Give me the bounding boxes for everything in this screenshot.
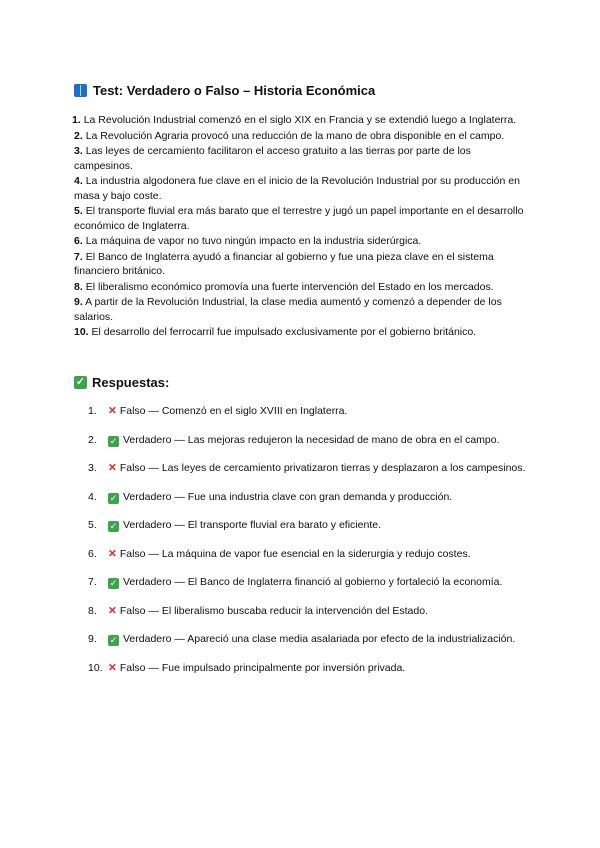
question-list [72, 113, 532, 341]
answer-number: 10. [88, 661, 103, 674]
answer-item [88, 575, 528, 590]
question-number: 5. [74, 205, 83, 217]
question-text: La Revolución Industrial comenzó en el siglo XIX en Francia y se extendió luego a Inglaterra. [83, 114, 517, 126]
question-text: El desarrollo del ferrocarril fue impulsado exclusivamente por el gobierno británico. [91, 326, 477, 338]
question-number: 6. [74, 235, 83, 247]
answer-number: 4. [88, 490, 97, 503]
answer-explanation: — El transporte fluvial era barato y eficiente. [174, 519, 381, 531]
question-text: El transporte fluvial era más barato que el terrestre y jugó un papel importante en el desarrollo económico de Inglaterra. [74, 205, 524, 232]
answer-verdict: Falso [119, 462, 146, 474]
answer-body [108, 604, 528, 619]
answer-body [108, 404, 528, 419]
answer-item [88, 661, 528, 676]
question-text: La Revolución Agraria provocó una reducción de la mano de obra disponible en el campo. [85, 129, 505, 142]
answer-list [88, 404, 528, 675]
answer-verdict: Verdadero [123, 490, 172, 503]
question-item [72, 174, 532, 203]
answers-heading-text: Respuestas: [92, 375, 170, 390]
answer-number: 3. [88, 462, 97, 474]
answer-verdict: Falso [119, 547, 146, 560]
answer-item [88, 461, 528, 476]
cross-mark-icon: ✕ [108, 604, 117, 617]
question-item [72, 204, 532, 233]
answer-verdict: Falso [119, 661, 146, 674]
question-item [72, 234, 532, 249]
question-text: La industria algodonera fue clave en el inicio de la Revolución Industrial por su producción en masa y bajo coste. [74, 175, 520, 202]
title-text: Test: Verdadero o Falso – Historia Económica [93, 83, 376, 98]
answer-item [88, 604, 528, 619]
cross-mark-icon: ✕ [108, 547, 117, 560]
cross-mark-icon: ✕ [108, 405, 117, 417]
question-item [72, 325, 532, 340]
question-text: El liberalismo económico promovía una fuerte intervención del Estado en los mercados. [85, 280, 494, 293]
question-number: 9. [74, 296, 83, 308]
answer-body [108, 547, 528, 562]
answer-body [108, 461, 528, 476]
answer-item [88, 632, 528, 647]
check-mark-icon: ✓ [75, 376, 86, 388]
answer-number: 5. [88, 519, 97, 531]
cross-mark-icon: ✕ [108, 661, 117, 674]
answer-explanation: — El Banco de Inglaterra financió al gobierno y fortaleció la economía. [174, 576, 503, 588]
answer-verdict: Verdadero [123, 433, 172, 446]
cross-mark-icon: ✕ [108, 462, 117, 474]
answer-item [88, 433, 528, 448]
answer-explanation: — Comenzó en el siglo XVIII en Inglaterra. [148, 405, 348, 417]
answer-number: 9. [88, 633, 97, 645]
answer-explanation: — Las mejoras redujeron la necesidad de mano de obra en el campo. [174, 433, 500, 446]
question-item [72, 280, 532, 295]
answer-body [108, 661, 528, 676]
answer-explanation: — Fue impulsado principalmente por inversión privada. [148, 661, 406, 674]
check-mark-icon: ✓ [109, 521, 118, 531]
answer-explanation: — La máquina de vapor fue esencial en la siderurgia y redujo costes. [148, 547, 471, 560]
question-item [72, 129, 532, 144]
answer-explanation: — Apareció una clase media asalariada por efecto de la industrialización. [174, 633, 516, 645]
question-item [72, 295, 532, 324]
answer-explanation: — El liberalismo buscaba reducir la intervención del Estado. [148, 604, 428, 617]
answer-verdict: Falso [119, 405, 146, 417]
answer-number: 7. [88, 576, 97, 588]
question-text: La máquina de vapor no tuvo ningún impacto en la industria siderúrgica. [85, 235, 422, 247]
question-text: Las leyes de cercamiento facilitaron el acceso gratuito a las tierras por parte de los campesinos. [74, 145, 471, 172]
book-icon [74, 84, 87, 97]
answer-body [108, 433, 528, 448]
answer-verdict: Verdadero [123, 576, 172, 588]
question-number: 1. [72, 114, 81, 126]
check-mark-icon: ✓ [109, 578, 118, 588]
check-mark-icon: ✓ [109, 435, 118, 446]
document-title [74, 83, 375, 98]
question-number: 8. [74, 280, 83, 293]
answer-body [108, 575, 528, 590]
question-item [72, 144, 532, 173]
question-number: 2. [74, 129, 83, 142]
answer-verdict: Verdadero [123, 633, 172, 645]
question-number: 4. [74, 175, 83, 187]
question-number: 7. [74, 250, 83, 263]
answer-item [88, 404, 528, 419]
question-number: 10. [74, 326, 89, 338]
answer-verdict: Verdadero [123, 519, 172, 531]
answer-body [108, 632, 528, 647]
answer-body [108, 518, 528, 533]
question-text: El Banco de Inglaterra ayudó a financiar al gobierno y fue una pieza clave en el sistema financiero británico. [74, 250, 494, 277]
answer-number: 1. [88, 405, 97, 417]
question-item [72, 250, 532, 279]
question-number: 3. [74, 145, 83, 157]
answer-explanation: — Las leyes de cercamiento privatizaron tierras y desplazaron a los campesinos. [148, 462, 526, 474]
question-item [72, 113, 532, 128]
check-mark-icon: ✓ [109, 492, 118, 503]
question-text: A partir de la Revolución Industrial, la clase media aumentó y comenzó a depender de los salarios. [74, 296, 502, 323]
answers-heading [74, 375, 169, 390]
answer-item [88, 490, 528, 505]
answer-number: 8. [88, 604, 97, 617]
answer-item [88, 518, 528, 533]
answer-number: 6. [88, 547, 97, 560]
answer-explanation: — Fue una industria clave con gran demanda y producción. [174, 490, 453, 503]
check-mark-icon: ✓ [109, 635, 118, 645]
answer-number: 2. [88, 433, 97, 446]
answer-item [88, 547, 528, 562]
answer-body [108, 490, 528, 505]
answer-verdict: Falso [119, 604, 146, 617]
